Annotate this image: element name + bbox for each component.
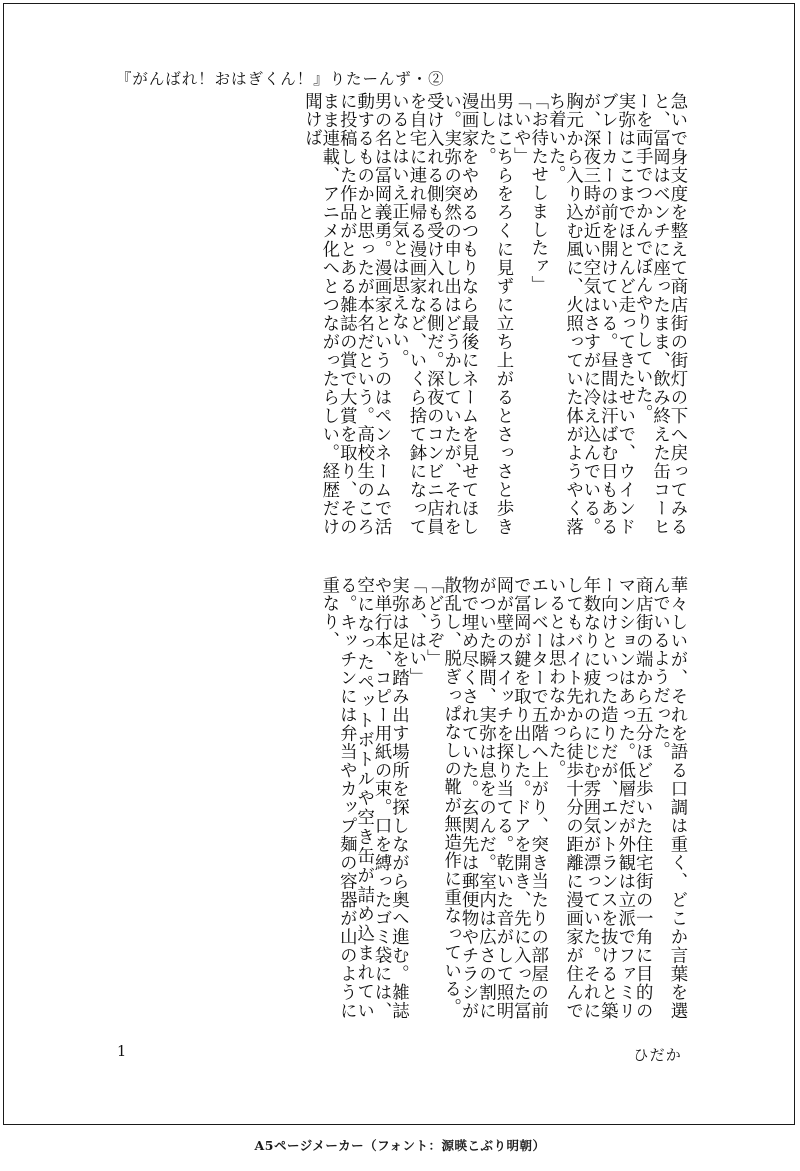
body-paragraph: 華々しいが、それを語る口調は重く、どこか言葉を選んでいるようだった。 bbox=[649, 576, 687, 1020]
body-paragraph: 「どうぞ」 bbox=[423, 576, 444, 668]
body-paragraph: 「あ、はい」 bbox=[405, 576, 426, 687]
body-paragraph: 「お待たせしましたァ」 bbox=[527, 92, 548, 294]
page-sheet bbox=[3, 3, 795, 1125]
body-paragraph: 漫画家をやめるつもりなら最後にネームを見せてほしい。実弥の突然の申し出はどうかしていたが、それを受け入れる側も受け入れる側だ。深夜のコンビニ店員を自宅に連れ帰る漫画家など、いくら捨て鉢になっているとはいえ正気とは思えない。 bbox=[388, 92, 479, 536]
sheet-caption: A5ページメーカー（フォント：源暎こぶり明朝） bbox=[254, 1138, 546, 1153]
body-paragraph: 男の名は冨岡義勇。漫画家というのはペンネームで活動するものかと思ったが本名だという。高校生のころに投稿した作品がとある雑誌の賞で大賞を取り、そのまま連載、アニメ化へとつながったらしい。経歴だけ聞けば bbox=[301, 92, 392, 536]
body-text-block-upper bbox=[117, 92, 685, 536]
running-header: 『がんばれ！おはぎくん！』りたーんず・② bbox=[116, 70, 445, 88]
body-paragraph: 急いで身支度を整えて商店街の街灯の下へ戻ってみると、冨岡はベンチに座ったまま、飲み終えた缶コーヒーを両手でつかんでぼんやりしていた。 bbox=[632, 92, 687, 536]
body-paragraph: 実弥はここまでほとんど走ってきたせいで、ウインドブレーカーの前を開けている。昼間は汗ばむ日もあるが、深夜三時が近い空気はさすがに冷え込んでいる。胸元から入り込む風に、火照っていた体がようやく落ち着いた。 bbox=[545, 92, 635, 536]
page-number: 1 bbox=[117, 1044, 127, 1060]
body-paragraph: 実弥は足を踏み出す場所を探しながら奥へ進む。雑誌や単行本、コピー用紙の束。口を縛ったゴミ袋には、空になったペットボトルや空き缶が詰め込まれている。キッチンには弁当やカップ麺の容器が山のように重なり、 bbox=[318, 576, 409, 1020]
author-name: ひだか bbox=[633, 1046, 682, 1064]
body-paragraph: エレベーターで五階へ上がり、突き当たりの部屋の前で冨岡が鍵を取り出した。ドアを開き、先に入った冨岡が壁のスイッチを探り当てる。乾いた音がして照明がついた瞬間、実弥は息をのんだ。室内は広さの割に物で埋め尽くされていた。玄関先は郵便物やチラシが散乱し、脱ぎっぱなしの靴が無造作に重なっている。 bbox=[440, 576, 548, 1020]
body-paragraph: 「いや」 bbox=[510, 92, 531, 166]
body-text-block-lower bbox=[117, 576, 685, 1020]
body-paragraph: 男はこちらをろくに見ずに立ち上がるとさっさと歩き出した。 bbox=[475, 92, 513, 536]
body-paragraph: 商店街の端から五分ほど歩いた住宅街の一角に目的のマンションはあった。低層だが外観は立派でファミリー向けといった造りだが、エントランスを抜けると築年数なりに疲れのにじむ雰囲気が漂っていた。それにしてもバイト先から徒歩十分の距離に漫画家が住んでいるとは思わなかった。 bbox=[545, 576, 653, 1020]
